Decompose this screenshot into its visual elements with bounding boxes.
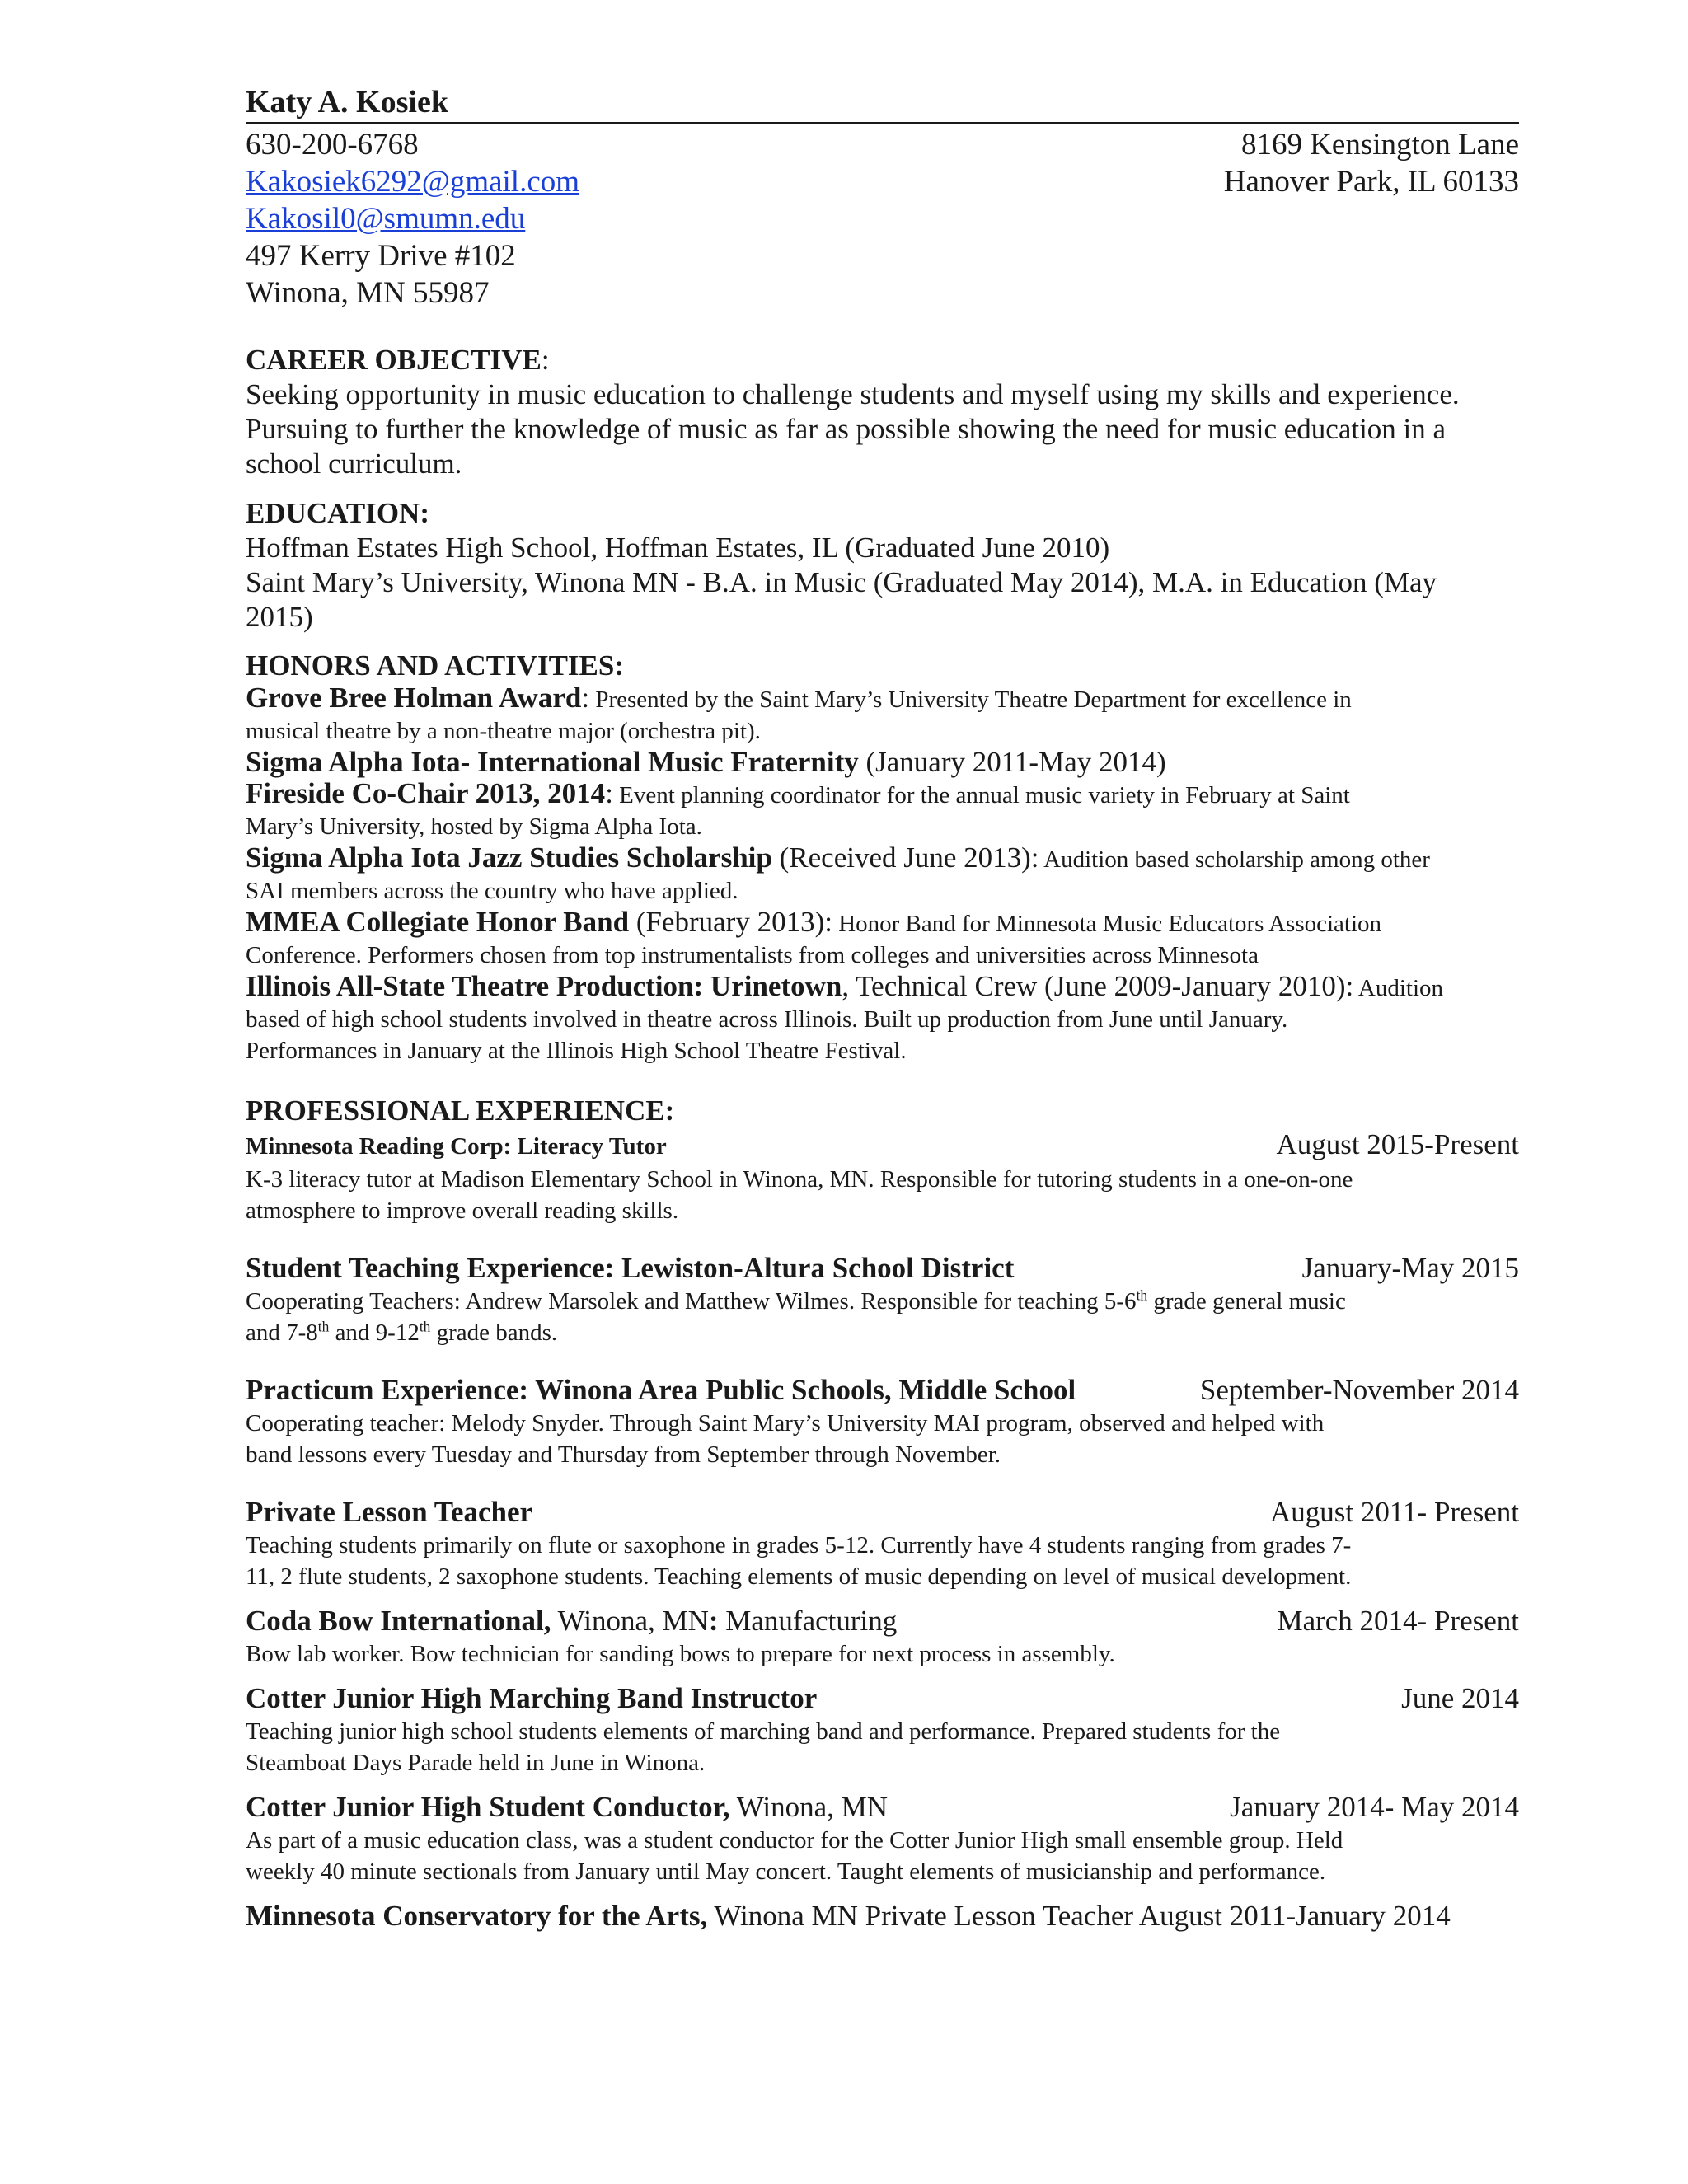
job-title: Cotter Junior High Marching Band Instructor	[246, 1682, 818, 1714]
job-entry: Cotter Junior High Marching Band Instructor June 2014 Teaching junior high school students elements of marching band and performance. Prepared students for the Steamboat Days Parade held in June in Winona.	[246, 1682, 1519, 1776]
email-link-smumn[interactable]: Kakosil0@smumn.edu	[246, 202, 526, 236]
job-title: Minnesota Conservatory for the Arts,	[246, 1900, 708, 1932]
honor-title: Grove Bree Holman Award	[246, 682, 582, 714]
honor-title: Illinois All-State Theatre Production: Urinetown	[246, 970, 842, 1002]
job-date: August 2015-Present	[1276, 1128, 1519, 1160]
job-date: August 2011- Present	[1269, 1496, 1519, 1528]
objective-line: Pursuing to further the knowledge of music as far as possible showing the need for music education in a	[246, 413, 1447, 445]
job-entry: Coda Bow International, Winona, MN: Manufacturing March 2014- Present Bow lab worker. Bow technician for sanding bows to prepare for next process in assembly.	[246, 1605, 1519, 1667]
phone: 630-200-6768	[246, 128, 419, 162]
job-title: Cotter Junior High Student Conductor,	[246, 1791, 730, 1823]
honor-item: Sigma Alpha Iota Jazz Studies Scholarship (Received June 2013): Audition based scholarship among other SAI members across the country who have applied.	[246, 841, 1430, 904]
contact-block	[246, 126, 1519, 312]
honor-title: MMEA Collegiate Honor Band	[246, 906, 630, 938]
job-entry: Minnesota Conservatory for the Arts, Winona MN Private Lesson Teacher August 2011-January 2014	[246, 1900, 1451, 1932]
education-line: 2015)	[246, 601, 313, 633]
job-title: Coda Bow International,	[246, 1605, 551, 1637]
job-entry: Minnesota Reading Corp: Literacy Tutor August 2015-Present K-3 literacy tutor at Madison Elementary School in Winona, MN. Responsible for tutoring students in a one-on-one atmosphere to improve overall reading skills.	[246, 1128, 1519, 1224]
job-date: January 2014- May 2014	[1230, 1791, 1519, 1823]
honor-title: Sigma Alpha Iota Jazz Studies Scholarship	[246, 841, 772, 874]
job-title: Minnesota Reading Corp: Literacy Tutor	[246, 1133, 667, 1160]
education-line: Saint Mary’s University, Winona MN - B.A. in Music (Graduated May 2014), M.A. in Education (May	[246, 566, 1437, 598]
job-date: September-November 2014	[1199, 1374, 1519, 1406]
job-entry: Private Lesson Teacher August 2011- Present Teaching students primarily on flute or saxophone in grades 5-12. Currently have 4 students ranging from grades 7- 11, 2 flute students, 2 saxophone students. Teaching elements of music depending on level of musical development.	[246, 1496, 1519, 1590]
career-objective-heading: CAREER OBJECTIVE:	[246, 344, 550, 376]
job-title: Private Lesson Teacher	[246, 1496, 533, 1528]
job-date: June 2014	[1401, 1682, 1519, 1714]
education-line: Hoffman Estates High School, Hoffman Estates, IL (Graduated June 2010)	[246, 532, 1110, 564]
honor-title: Fireside Co-Chair 2013, 2014	[246, 777, 606, 809]
honor-title: Sigma Alpha Iota- International Music Fraternity	[246, 746, 859, 778]
experience-section	[246, 1094, 1519, 1933]
email-link-gmail[interactable]: Kakosiek6292@gmail.com	[246, 165, 580, 199]
job-entry: Practicum Experience: Winona Area Public Schools, Middle School September-November 2014 Cooperating teacher: Melody Snyder. Through Saint Mary’s University MAI program, observed and helped with band lessons every Tuesday and Thursday from September through November.	[246, 1374, 1519, 1468]
home-address	[1224, 126, 1519, 200]
resume-page	[246, 82, 1519, 1933]
job-entry: Student Teaching Experience: Lewiston-Altura School District January-May 2015 Cooperating Teachers: Andrew Marsolek and Matthew Wilmes. Responsible for teaching 5-6th grade general music and 7-8th and 9-12th grade bands.	[246, 1252, 1519, 1346]
school-address-line2: Winona, MN 55987	[246, 276, 490, 310]
job-entry: Cotter Junior High Student Conductor, Winona, MN January 2014- May 2014 As part of a music education class, was a student conductor for the Cotter Junior High small ensemble group. Held weekly 40 minute sectionals from January until May concert. Taught elements of musicianship and performance.	[246, 1791, 1519, 1885]
objective-line: Seeking opportunity in music education to challenge students and myself using my skills and experience.	[246, 378, 1460, 410]
education-section	[246, 496, 1519, 635]
job-date: January-May 2015	[1301, 1252, 1519, 1284]
honors-section	[246, 649, 1519, 1066]
career-objective-section	[246, 343, 1519, 481]
honor-item: Illinois All-State Theatre Production: Urinetown, Technical Crew (June 2009-January 2010): Audition based of high school students involved in theatre across Illinois. Built up production from June until January. Performances in January at the Illinois High School Theatre Festival.	[246, 970, 1444, 1064]
honor-item: Fireside Co-Chair 2013, 2014: Event planning coordinator for the annual music variety in February at Saint Mary’s University, hosted by Sigma Alpha Iota.	[246, 777, 1350, 840]
job-title: Practicum Experience: Winona Area Public Schools, Middle School	[246, 1374, 1076, 1406]
honors-heading: HONORS AND ACTIVITIES:	[246, 649, 624, 682]
job-title: Student Teaching Experience: Lewiston-Altura School District	[246, 1252, 1015, 1284]
objective-line: school curriculum.	[246, 448, 462, 480]
home-address-line1: 8169 Kensington Lane	[1240, 128, 1519, 162]
honor-item: MMEA Collegiate Honor Band (February 2013): Honor Band for Minnesota Music Educators Association Conference. Performers chosen from top instrumentalists from colleges and universities across Minnesota	[246, 906, 1382, 968]
candidate-name: Katy A. Kosiek	[246, 82, 1519, 124]
home-address-line2: Hanover Park, IL 60133	[1223, 165, 1519, 199]
education-heading: EDUCATION:	[246, 497, 429, 529]
honor-item: Sigma Alpha Iota- International Music Fraternity (January 2011-May 2014)	[246, 746, 1166, 778]
school-address-line1: 497 Kerry Drive #102	[246, 239, 516, 273]
experience-heading: PROFESSIONAL EXPERIENCE:	[246, 1094, 675, 1127]
honor-item: Grove Bree Holman Award: Presented by the Saint Mary’s University Theatre Department for excellence in musical theatre by a non-theatre major (orchestra pit).	[246, 682, 1352, 744]
job-date: March 2014- Present	[1277, 1605, 1519, 1637]
